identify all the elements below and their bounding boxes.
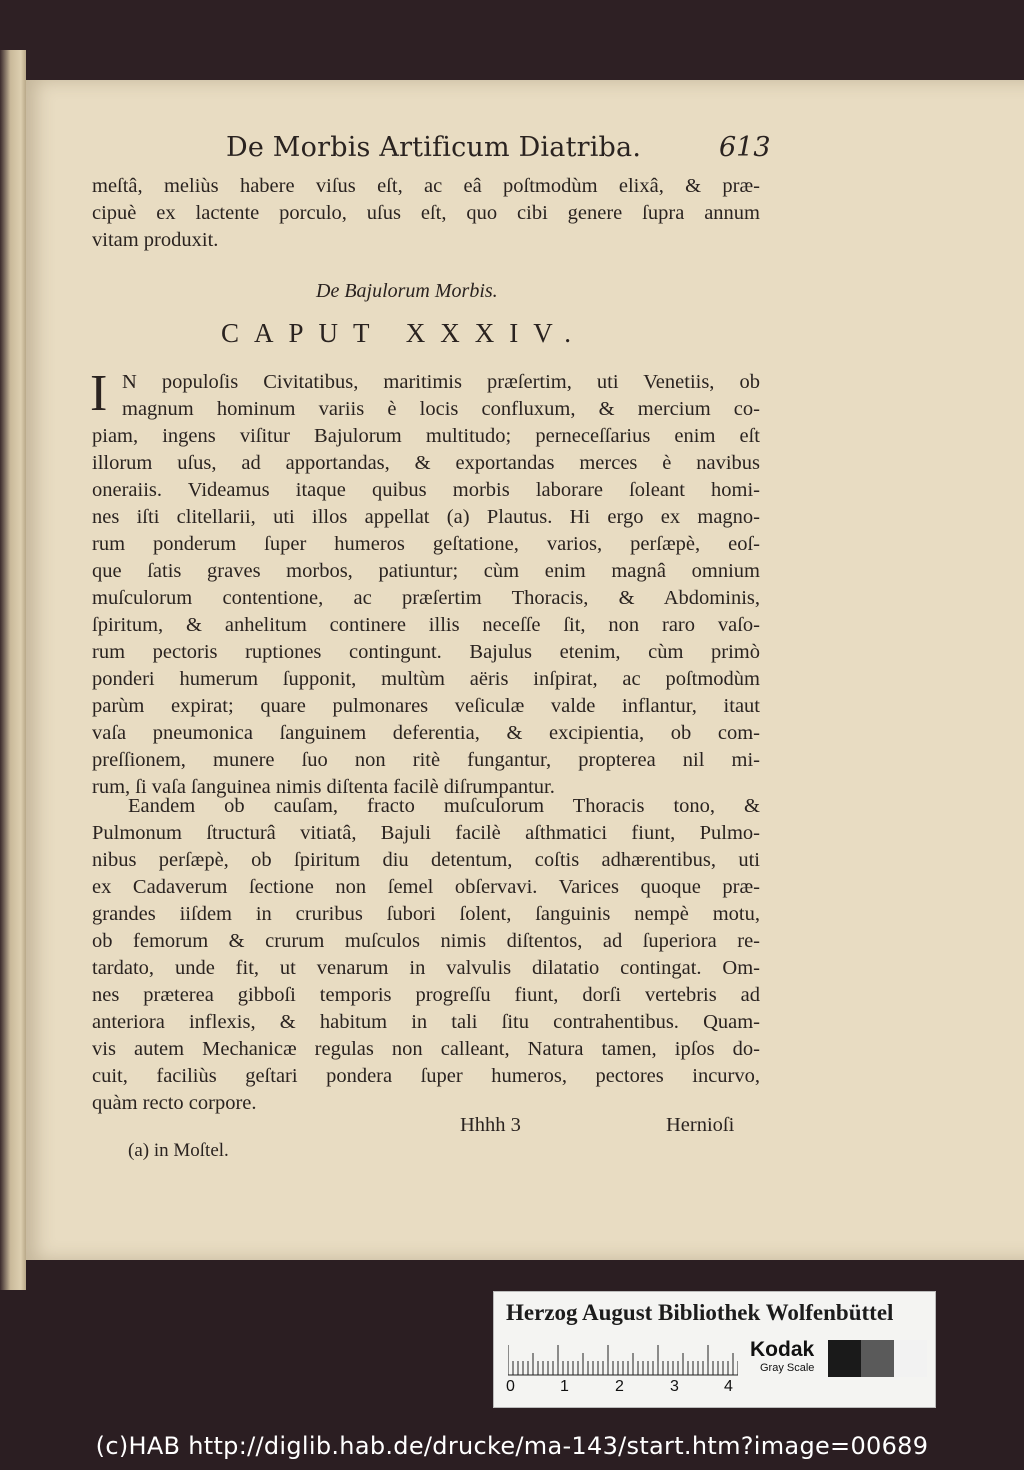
section-subtitle: De Bajulorum Morbis.: [316, 280, 498, 302]
text-line: tardato, unde fit, ut venarum in valvulis dilatatio contingat. Om-: [92, 957, 760, 979]
text-line: nes præterea gibboſi temporis progreſſu fiunt, dorſi vertebris ad: [92, 984, 760, 1006]
signature-mark: Hhhh 3: [460, 1114, 521, 1136]
text-line: rum ponderum ſuper humeros geſtatione, varios, perſæpè, eoſ-: [92, 533, 760, 555]
library-name: Herzog August Bibliothek Wolfenbüttel: [506, 1300, 894, 1325]
gray-scale-label: Gray Scale: [760, 1362, 815, 1374]
scale-number: 1: [560, 1378, 569, 1395]
text-line: ſpiritum, & anhelitum continere illis neceſſe ſit, non raro vaſo-: [92, 614, 760, 636]
text-line: magnum hominum variis è locis confluxum, & mercium co-: [122, 398, 760, 420]
running-head: De Morbis Artificum Diatriba.: [226, 132, 642, 163]
text-line: N populoſis Civitatibus, maritimis præſertim, uti Venetiis, ob: [122, 371, 760, 393]
chapter-heading: CAPUT XXXIV.: [221, 318, 587, 348]
text-line: grandes iiſdem in cruribus ſubori ſolent, ſanguinis nempè motu,: [92, 903, 760, 925]
text-line: ex Cadaverum ſectione non ſemel obſervavi. Varices quoque præ-: [92, 876, 760, 898]
scale-number: 2: [615, 1378, 624, 1395]
text-line: que ſatis graves morbos, patiuntur; cùm enim magnâ omnium: [92, 560, 760, 582]
scale-number: 3: [670, 1378, 679, 1395]
text-line: vaſa pneumonica ſanguinem deferentia, & excipientia, ob com-: [92, 722, 760, 744]
book-page: [26, 80, 1024, 1260]
text-line: nibus perſæpè, ob ſpiritum diu detentum, coſtis adhærentibus, uti: [92, 849, 760, 871]
gray-swatch: [894, 1340, 927, 1377]
color-calibration-card: [493, 1291, 936, 1408]
page-number: 613: [719, 132, 771, 163]
kodak-logo: Kodak: [750, 1338, 815, 1361]
text-line: illorum uſus, ad apportandas, & exportandas merces è navibus: [92, 452, 760, 474]
gray-swatch: [861, 1340, 894, 1377]
text-line: oneraiis. Videamus itaque quibus morbis laborare ſoleant homi-: [92, 479, 760, 501]
text-line: anteriora inflexis, & habitum in tali ſitu contrahentibus. Quam-: [92, 1011, 760, 1033]
text-line: nes iſti clitellarii, uti illos appellat (a) Plautus. Hi ergo ex magno-: [92, 506, 760, 528]
text-line: ob femorum & crurum muſculos nimis diſtentos, ad ſuperiora re-: [92, 930, 760, 952]
gray-swatch: [828, 1340, 861, 1377]
copyright-url: (c)HAB http://diglib.hab.de/drucke/ma-143/start.htm?image=00689: [95, 1432, 929, 1460]
ruler-scale: [508, 1342, 738, 1376]
text-line: Pulmonum ſtructurâ vitiatâ, Bajuli facilè aſthmatici fiunt, Pulmo-: [92, 822, 760, 844]
text-line: rum, ſi vaſa ſanguinea nimis diſtenta facilè diſrumpantur.: [92, 776, 555, 798]
text-line: cuit, faciliùs geſtari pondera ſuper humeros, pectores incurvo,: [92, 1065, 760, 1087]
text-line: ponderi humerum ſupponit, multùm aëris inſpirat, ac poſtmodùm: [92, 668, 760, 690]
previous-page-edge: [0, 50, 26, 1290]
drop-cap: I: [90, 365, 108, 422]
text-line: vis autem Mechanicæ regulas non calleant, Natura tamen, ipſos do-: [92, 1038, 760, 1060]
scale-number: 0: [506, 1378, 515, 1395]
text-line: quàm recto corpore.: [92, 1092, 257, 1114]
text-line: meſtâ, meliùs habere viſus eſt, ac eâ poſtmodùm elixâ, & præ-: [92, 175, 760, 197]
text-line: piam, ingens viſitur Bajulorum multitudo; perneceſſarius enim eſt: [92, 425, 760, 447]
catchword: Hernioſi: [666, 1114, 735, 1136]
text-line: cipuè ex lactente porculo, uſus eſt, quo cibi genere ſupra annum: [92, 202, 760, 224]
text-line: preſſionem, munere ſuo non ritè fungantur, propterea nil mi-: [92, 749, 760, 771]
footnote: (a) in Moſtel.: [128, 1140, 229, 1161]
background-top: [0, 0, 1024, 80]
text-line: Eandem ob cauſam, fracto muſculorum Thoracis tono, &: [128, 795, 760, 817]
text-line: rum pectoris ruptiones contingunt. Bajulus etenim, cùm primò: [92, 641, 760, 663]
text-line: vitam produxit.: [92, 229, 219, 251]
text-line: muſculorum contentione, ac præſertim Thoracis, & Abdominis,: [92, 587, 760, 609]
scale-number: 4: [724, 1378, 733, 1395]
text-line: parùm expirat; quare pulmonares veſiculæ valde inflantur, itaut: [92, 695, 760, 717]
